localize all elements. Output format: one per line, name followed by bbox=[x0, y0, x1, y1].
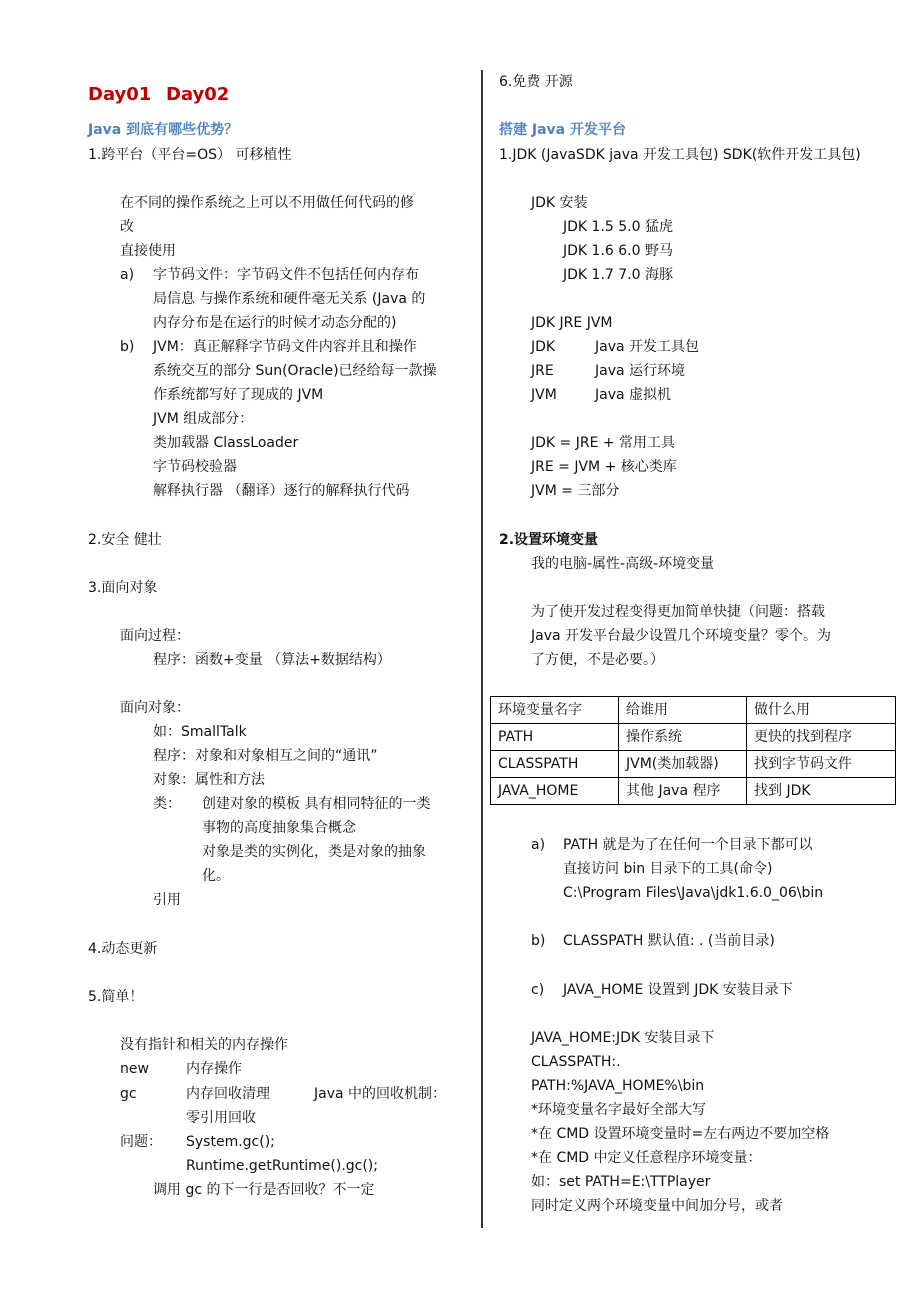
env-desc-3: 了方便，不是必要。） bbox=[531, 652, 664, 668]
class-line-1: 创建对象的模板 具有相同特征的一类 bbox=[202, 796, 431, 812]
gc-key: gc bbox=[120, 1086, 137, 1102]
jdk-version-2: JDK 1.6 6.0 野马 bbox=[563, 243, 673, 259]
point-3: 3.面向对象 bbox=[88, 580, 158, 596]
b-line-5: 类加载器 ClassLoader bbox=[153, 435, 299, 451]
def-jdk-value: Java 开发工具包 bbox=[595, 339, 700, 355]
reference-line: 引用 bbox=[153, 892, 181, 908]
table-cell: CLASSPATH bbox=[491, 751, 619, 778]
list-marker-b: b) bbox=[120, 339, 135, 355]
a-line-1: 字节码文件：字节码文件不包括任何内存布 bbox=[153, 267, 419, 283]
path-line-2: 直接访问 bin 目录下的工具(命令) bbox=[563, 861, 773, 877]
path-line-1: PATH 就是为了在任何一个目录下都可以 bbox=[563, 837, 813, 853]
new-value: 内存操作 bbox=[186, 1061, 242, 1077]
note-2: *在 CMD 设置环境变量时=左右两边不要加空格 bbox=[531, 1126, 830, 1142]
oop-line-1: 如：SmallTalk bbox=[153, 724, 247, 740]
equation-1: JDK = JRE + 常用工具 bbox=[531, 435, 676, 451]
path-line-3: C:\Program Files\Java\jdk1.6.0_06\bin bbox=[563, 885, 824, 901]
gc-java-mechanism: Java 中的回收机制： bbox=[314, 1086, 447, 1102]
b-line-2: 系统交互的部分 Sun(Oracle)已经给每一款操 bbox=[153, 363, 437, 379]
note-5: 同时定义两个环境变量中间加分号，或者 bbox=[531, 1198, 783, 1214]
env-heading: 2.设置环境变量 bbox=[499, 532, 599, 548]
b-line-4: JVM 组成部分： bbox=[153, 411, 254, 427]
gc-value-2: 零引用回收 bbox=[186, 1110, 256, 1126]
title-day01: Day01 bbox=[88, 84, 152, 105]
jdk-line: 1.JDK (JavaSDK java 开发工具包) SDK(软件开发工具包) bbox=[499, 147, 861, 163]
note-3: *在 CMD 中定义任意程序环境变量： bbox=[531, 1150, 762, 1166]
table-row bbox=[491, 724, 896, 751]
procedural-line: 程序：函数+变量 （算法+数据结构） bbox=[153, 652, 391, 668]
classpath-line: CLASSPATH 默认值: . (当前目录) bbox=[563, 933, 775, 949]
p1-desc-3: 直接使用 bbox=[120, 243, 176, 259]
class-line-4: 化。 bbox=[202, 868, 230, 884]
table-header-cell: 做什么用 bbox=[747, 697, 896, 724]
env-variable-table bbox=[490, 696, 896, 805]
table-cell: 找到 JDK bbox=[747, 778, 896, 805]
jdk-version-1: JDK 1.5 5.0 猛虎 bbox=[563, 219, 673, 235]
point-2: 2.安全 健壮 bbox=[88, 532, 162, 548]
b-line-7: 解释执行器 （翻译）逐行的解释执行代码 bbox=[153, 483, 410, 499]
oop-line-2: 程序：对象和对象相互之间的“通讯” bbox=[153, 748, 378, 764]
point-4: 4.动态更新 bbox=[88, 941, 158, 957]
question-key: 问题： bbox=[120, 1134, 162, 1150]
table-cell: 操作系统 bbox=[619, 724, 747, 751]
question-line-1: System.gc(); bbox=[186, 1134, 275, 1150]
list-marker-a: a) bbox=[120, 267, 135, 283]
oop-label: 面向对象： bbox=[120, 700, 190, 716]
table-cell: PATH bbox=[491, 724, 619, 751]
equation-3: JVM = 三部分 bbox=[531, 483, 620, 499]
config-3: PATH:%JAVA_HOME%\bin bbox=[531, 1078, 705, 1094]
simple-desc: 没有指针和相关的内存操作 bbox=[120, 1037, 288, 1053]
jdk-install: JDK 安装 bbox=[531, 195, 588, 211]
table-cell: 找到字节码文件 bbox=[747, 751, 896, 778]
list-marker-a: a) bbox=[531, 837, 546, 853]
question-line-3: 调用 gc 的下一行是否回收？不一定 bbox=[153, 1182, 375, 1198]
point-5: 5.简单！ bbox=[88, 989, 144, 1005]
def-jdk-key: JDK bbox=[531, 339, 556, 355]
table-header-cell: 给谁用 bbox=[619, 697, 747, 724]
table-header-cell: 环境变量名字 bbox=[491, 697, 619, 724]
new-key: new bbox=[120, 1061, 149, 1077]
config-2: CLASSPATH:. bbox=[531, 1054, 621, 1070]
question-line-2: Runtime.getRuntime().gc(); bbox=[186, 1158, 378, 1174]
jdk-version-3: JDK 1.7 7.0 海豚 bbox=[563, 267, 673, 283]
def-jre-key: JRE bbox=[531, 363, 554, 379]
class-line-3: 对象是类的实例化，类是对象的抽象 bbox=[202, 844, 426, 860]
procedural-label: 面向过程： bbox=[120, 628, 190, 644]
p1-desc-2: 改 bbox=[120, 219, 134, 235]
b-line-3: 作系统都写好了现成的 JVM bbox=[153, 387, 324, 403]
env-desc-2: Java 开发平台最少设置几个环境变量？零个。为 bbox=[531, 628, 832, 644]
class-label: 类： bbox=[153, 796, 181, 812]
table-row bbox=[491, 778, 896, 805]
def-jre-value: Java 运行环境 bbox=[595, 363, 686, 379]
env-desc-1: 为了使开发过程变得更加简单快捷（问题：搭载 bbox=[531, 604, 825, 620]
title-day02: Day02 bbox=[166, 84, 230, 105]
java-home-line: JAVA_HOME 设置到 JDK 安装目录下 bbox=[563, 982, 793, 998]
oop-line-3: 对象：属性和方法 bbox=[153, 772, 265, 788]
jdk-jre-jvm: JDK JRE JVM bbox=[531, 315, 613, 331]
def-jvm-key: JVM bbox=[531, 387, 557, 403]
table-cell: JVM(类加载器) bbox=[619, 751, 747, 778]
config-1: JAVA_HOME:JDK 安装目录下 bbox=[531, 1030, 715, 1046]
table-cell: 更快的找到程序 bbox=[747, 724, 896, 751]
note-4: 如：set PATH=E:\TTPlayer bbox=[531, 1174, 711, 1190]
list-marker-c: c) bbox=[531, 982, 545, 998]
note-1: *环境变量名字最好全部大写 bbox=[531, 1102, 706, 1118]
list-marker-b: b) bbox=[531, 933, 546, 949]
column-divider bbox=[481, 70, 483, 1228]
table-row bbox=[491, 751, 896, 778]
table-cell: JAVA_HOME bbox=[491, 778, 619, 805]
table-header-row bbox=[491, 697, 896, 724]
gc-value: 内存回收清理 bbox=[186, 1086, 270, 1102]
table-cell: 其他 Java 程序 bbox=[619, 778, 747, 805]
a-line-2: 局信息 与操作系统和硬件毫无关系 (Java 的 bbox=[153, 291, 426, 307]
equation-2: JRE = JVM + 核心类库 bbox=[531, 459, 677, 475]
b-line-6: 字节码校验器 bbox=[153, 459, 237, 475]
a-line-3: 内存分布是在运行的时候才动态分配的) bbox=[153, 315, 397, 331]
def-jvm-value: Java 虚拟机 bbox=[595, 387, 672, 403]
advantages-heading: Java 到底有哪些优势？ bbox=[88, 122, 239, 138]
env-path: 我的电脑-属性-高级-环境变量 bbox=[531, 556, 715, 572]
p1-desc-1: 在不同的操作系统之上可以不用做任何代码的修 bbox=[120, 195, 414, 211]
setup-heading: 搭建 Java 开发平台 bbox=[499, 122, 626, 138]
point-6: 6.免费 开源 bbox=[499, 74, 573, 90]
b-line-1: JVM：真正解释字节码文件内容并且和操作 bbox=[153, 339, 417, 355]
point-1: 1.跨平台（平台=OS） 可移植性 bbox=[88, 147, 292, 163]
class-line-2: 事物的高度抽象集合概念 bbox=[202, 820, 356, 836]
